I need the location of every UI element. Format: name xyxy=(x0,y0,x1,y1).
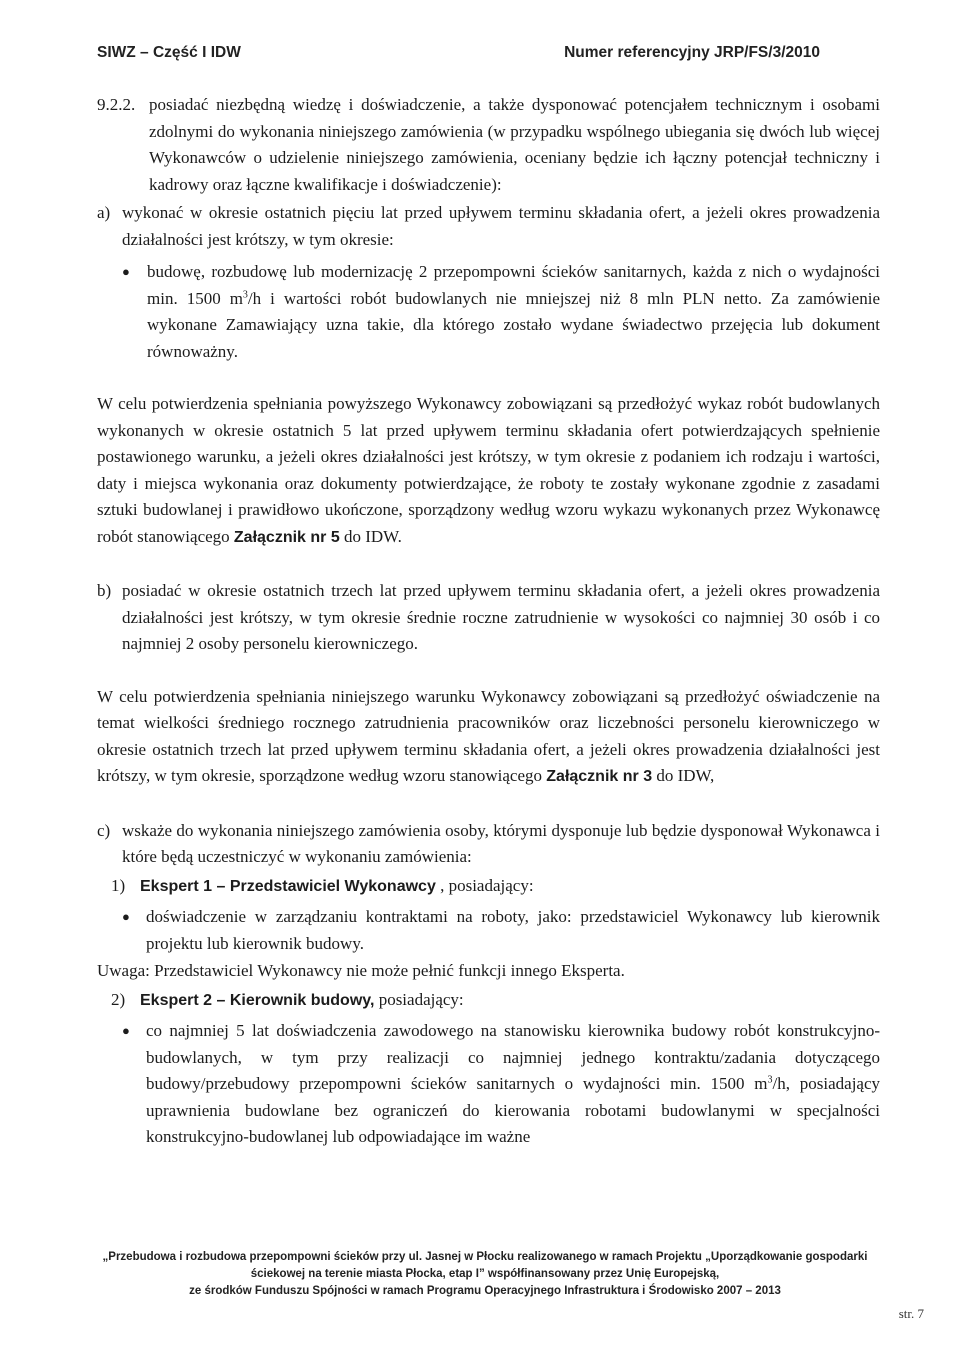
bullet-icon: ● xyxy=(122,909,130,924)
item-a-bullet-text-1: budowę, rozbudowę lub modernizację 2 przepompowni ścieków sanitarnych, każda z nich o wydajności min. 1500 m xyxy=(147,262,880,308)
attachment-5-ref: Załącznik nr 5 xyxy=(233,528,340,546)
item-a-bullet xyxy=(122,259,880,365)
page-number: str. 7 xyxy=(898,1306,924,1321)
expert-2: 2) Ekspert 2 – Kierownik budowy, posiadający: xyxy=(97,987,880,1015)
expert-1-number: 1) xyxy=(111,875,126,895)
item-c-text: wskaże do wykonania niniejszego zamówienia osoby, którymi dysponuje lub będzie dysponował Wykonawca i które będą uczestniczyć w wykonaniu zamówienia: xyxy=(122,820,880,866)
expert-2-number: 2) xyxy=(111,989,126,1009)
footer-line-2: ściekowej na terenie miasta Płocka, etap I” współfinansowany przez Unię Europejską, xyxy=(250,1268,720,1280)
footer xyxy=(100,1249,870,1300)
expert-1-title: Ekspert 1 – Przedstawiciel Wykonawcy xyxy=(140,877,436,895)
attachment-3-ref: Załącznik nr 3 xyxy=(546,768,653,785)
expert-1: 1) Ekspert 1 – Przedstawiciel Wykonawcy , posiadający: xyxy=(97,873,880,901)
bullet-icon: ● xyxy=(122,1023,130,1038)
item-a-bullet-sup: 3 xyxy=(242,288,248,300)
item-b-label: b) xyxy=(97,581,112,600)
item-a xyxy=(97,200,880,253)
item-a-bullet-text-2: /h i wartości robót budowlanych nie mniejszej niż 8 mln PLN netto. Za zamówienie wykonane Zamawiający uzna takie, dla którego zostało wydane świadectwo przejęcia lub dokument równoważny. xyxy=(147,288,880,361)
section-number: 9.2.2. xyxy=(97,95,136,114)
expert-2-title: Ekspert 2 – Kierownik budowy, xyxy=(140,991,375,1009)
document-body xyxy=(97,92,880,1151)
footer-line-3: ze środków Funduszu Spójności w ramach Programu Operacyjnego Infrastruktura i Środowisko 2007 – 2013 xyxy=(189,1285,781,1297)
expert-1-bullet: ● doświadczenie w zarządzaniu kontraktami na roboty, jako: przedstawiciel Wykonawcy lub kierownik projektu lub kierownik budowy. xyxy=(122,904,880,957)
paragraph-b-confirmation: W celu potwierdzenia spełniania niniejszego warunku Wykonawcy zobowiązani są przedłożyć oświadczenie na temat wielkości średniego rocznego zatrudnienia pracowników oraz liczebności personelu kierowniczego w okresie ostatnich trzech lat przed upływem terminu składania ofert, a jeżeli okres prowadzenia działalności jest krótszy, w tym okresie, sporządzone według wzoru stanowiącego Załącznik nr 3 do IDW, xyxy=(97,686,880,785)
item-b xyxy=(97,578,880,658)
item-a-text: wykonać w okresie ostatnich pięciu lat przed upływem terminu składania ofert, a jeżeli okres prowadzenia działalności jest krótszy, w tym okresie: xyxy=(122,203,880,249)
bullet-icon: ● xyxy=(122,264,130,279)
item-c xyxy=(97,818,880,871)
expert-2-bullet: ● co najmniej 5 lat doświadczenia zawodowego na stanowisku kierownika budowy robót konstrukcyjno-budowlanych, w tym przy realizacji co najmniej jednego kontraktu/zadania dotyczącego budowy/przebudowy przepompowni ścieków sanitarnych o wydajności min. 1500 $m^3/h$, posiadający uprawnienia budowlane bez ograniczeń do kierowania robotami budowlanymi w specjalności konstrukcyjno-budowlanej lub odpowiadające im ważne xyxy=(122,1018,880,1151)
section-text: posiadać niezbędną wiedzę i doświadczenie, a także dysponować potencjałem technicznym i osobami zdolnymi do wykonania niniejszego zamówienia (w przypadku wspólnego ubiegania się dwóch lub więcej Wykonawców o udzielenie niniejszego zamówienia, oceniany będzie ich łączny potencjał techniczny i kadrowy oraz łączne kwalifikacje i doświadczenie): xyxy=(149,95,880,194)
paragraph-a-confirmation: W celu potwierdzenia spełniania powyższego Wykonawcy zobowiązani są przedłożyć wykaz robót budowlanych wykonanych w okresie ostatnich 5 lat przed upływem terminu składania ofert potwierdzających spełnienie postawionego warunku, a jeżeli okres działalności jest krótszy, w tym okresie z podaniem ich rodzaju i wartości, daty i miejsca wykonania oraz dokumenty potwierdzające, że roboty te zostały wykonane zgodnie z zasadami sztuki budowlanej i prawidłowo ukończone, sporządzony według wzoru wykazu wykonanych przez Wykonawcę robót stanowiącego Załącznik nr 5 do IDW. xyxy=(97,394,880,546)
item-a-label: a) xyxy=(97,203,111,222)
footer-line-1: „Przebudowa i rozbudowa przepompowni ścieków przy ul. Jasnej w Płocku realizowanego w ramach Projektu „Uporządkowanie gospodarki xyxy=(102,1251,868,1263)
header-reference-number: Numer referencyjny JRP/FS/3/2010 xyxy=(564,44,820,61)
item-b-text: posiadać w okresie ostatnich trzech lat przed upływem terminu składania ofert, a jeżeli okres prowadzenia działalności jest krótszy, w tym okresie średnie roczne zatrudnienie w wysokości co najmniej 30 osób i co najmniej 2 osoby personelu kierowniczego. xyxy=(122,581,880,653)
item-c-label: c) xyxy=(97,820,111,840)
header-left: SIWZ – Część I IDW xyxy=(97,44,241,61)
expert-1-note: Uwaga: Przedstawiciel Wykonawcy nie może pełnić funkcji innego Eksperta. xyxy=(97,961,625,980)
section-9-2-2 xyxy=(97,92,880,198)
